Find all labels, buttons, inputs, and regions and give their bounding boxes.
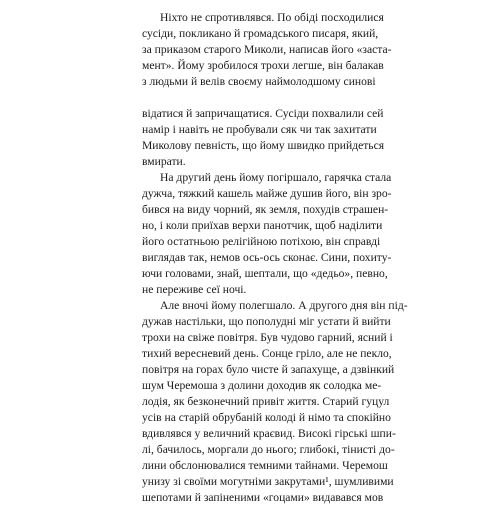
text-line: з людьми й велів своєму наймолодшому синові <box>142 75 376 88</box>
text-line: повітря на горах було чисте й запахуще, а дзвінкий <box>142 363 395 376</box>
text-line: На другий день йому погіршало, гарячка стала <box>160 171 392 184</box>
text-line: шепотами й запіненими «гоцами» видавався мов <box>142 491 384 504</box>
text-line: сусіди, покликано й громадського писаря, який, <box>142 27 379 40</box>
text-line: унизу зі своїми могутніми закрутами¹, шумливими <box>142 475 394 488</box>
text-line: Ніхто не спротивлявся. По обіді посходилися <box>160 11 384 24</box>
text-line: вдивлявся у величний краєвид. Високі гірські шпи- <box>142 427 396 440</box>
text-line: дужча, тяжкий кашель майже душив його, він зро- <box>142 187 392 200</box>
text-line: його остатньою релігійною потіхою, він справді <box>142 235 381 248</box>
text-line: за приказом старого Миколи, написав його «заста- <box>142 43 392 56</box>
text-line: лодія, як безконечний привіт життя. Старий гуцул <box>142 395 390 408</box>
text-line: трохи на свіже повітря. Був чудово гарний, ясний і <box>142 331 393 344</box>
text-line: відатися й запричащатися. Сусіди похвалили сей <box>142 107 384 120</box>
text-line: дужав настільки, що пополудні міг устати й вийти <box>142 315 391 328</box>
text-line: бився на виду чорний, як земля, похудів страшен- <box>142 203 389 216</box>
text-line: вмирати. <box>142 155 186 168</box>
text-line: но, і коли приїхав верхи панотчик, щоб наділити <box>142 219 383 232</box>
text-line: не переживе сеї ночі. <box>142 283 247 296</box>
text-line: намір і навіть не пробували сяк чи так захитати <box>142 123 377 136</box>
text-line: усів на старій обрубаній колоді й німо та спокійно <box>142 411 391 424</box>
text-line: Миколову певність, що йому швидко прийдеться <box>142 139 385 152</box>
text-line: тихий вересневий день. Сонце гріло, але не пекло, <box>142 347 392 360</box>
text-line: лі, бачилось, моргали до нього; глибокі, тінисті до- <box>142 443 395 456</box>
text-line: Але вночі йому полегшало. А другого дня він під- <box>160 299 408 312</box>
text-line <box>0 90 500 106</box>
text-line: виглядав так, немов ось-ось сконає. Сини, похиту- <box>142 251 392 264</box>
text-line: мент». Йому зробилося трохи легше, він балакав <box>142 59 384 72</box>
text-line: ючи головами, знай, шептали, що «дедьо», певно, <box>142 267 388 280</box>
text-line: шум Черемоша з долини доходив як солодка ме- <box>142 379 382 392</box>
text-line: лини обслонювалися темними тайнами. Черемош <box>142 459 388 472</box>
